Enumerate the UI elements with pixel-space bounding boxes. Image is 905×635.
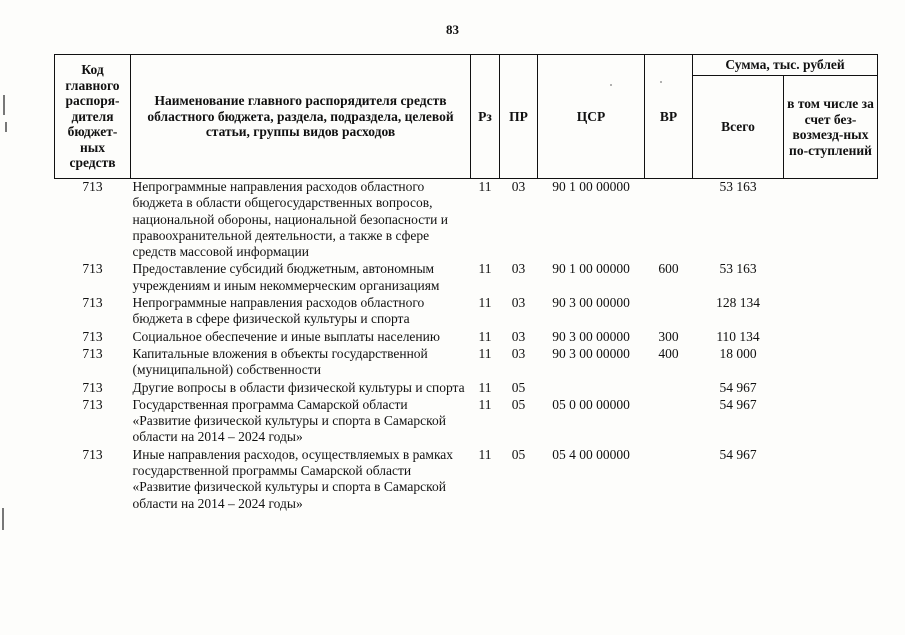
row-pr: 03 xyxy=(511,179,526,194)
page-number: 83 xyxy=(446,22,459,37)
row-pr: 05 xyxy=(511,396,526,412)
row-csr xyxy=(538,380,645,397)
row-vr xyxy=(645,179,693,262)
header-pr: ПР xyxy=(500,55,538,179)
row-name: Непрограммные направления расходов областного бюджета в области общегосударственных вопросов, национальной обороны, национальной безопасности и правоохранительной деятельности, а также в сфере средств массовой информации xyxy=(132,179,448,260)
row-vr xyxy=(645,397,693,447)
table-row xyxy=(55,397,878,447)
scan-artifact xyxy=(2,508,4,530)
row-rz: 11 xyxy=(478,379,492,395)
row-free xyxy=(784,346,878,380)
header-csr: ЦСР xyxy=(538,55,645,179)
row-code: 713 xyxy=(82,396,103,412)
row-vr xyxy=(645,447,693,513)
row-csr: 90 3 00 00000 xyxy=(552,345,630,361)
row-pr: 03 xyxy=(511,328,526,344)
row-csr: 90 1 00 00000 xyxy=(552,179,630,194)
row-free xyxy=(784,380,878,397)
row-vr xyxy=(645,295,693,329)
row-total: 18 000 xyxy=(719,345,757,361)
row-pr: 05 xyxy=(511,446,526,462)
row-vr: 300 xyxy=(658,328,679,344)
row-free xyxy=(784,261,878,295)
table-body xyxy=(55,179,878,513)
row-code: 713 xyxy=(82,446,103,462)
header-name: Наименование главного распорядителя средств областного бюджета, раздела, подраздела, целевой статьи, группы видов расходов xyxy=(131,55,471,179)
scan-artifact xyxy=(3,95,5,115)
row-rz: 11 xyxy=(478,261,492,277)
row-total: 54 967 xyxy=(719,446,757,462)
table-row xyxy=(55,447,878,513)
header-total: Всего xyxy=(693,76,784,179)
row-free xyxy=(784,397,878,447)
row-total: 128 134 xyxy=(716,295,760,311)
row-name: Государственная программа Самарской области «Развитие физической культуры и спорта в Самарской области на 2014 – 2024 годы» xyxy=(132,396,446,445)
row-csr: 90 3 00 00000 xyxy=(552,295,630,311)
row-vr: 400 xyxy=(658,345,679,361)
row-rz: 11 xyxy=(478,179,492,194)
row-total: 53 163 xyxy=(719,261,757,277)
table-row xyxy=(55,179,878,262)
row-rz: 11 xyxy=(478,396,492,412)
budget-table xyxy=(54,54,878,513)
row-total: 54 967 xyxy=(719,396,757,412)
row-free xyxy=(784,329,878,346)
row-name: Предоставление субсидий бюджетным, автономным учреждениям и иным некоммерческим организациям xyxy=(132,261,440,293)
row-vr xyxy=(645,380,693,397)
scan-artifact xyxy=(5,122,7,132)
header-code: Код главного распоря-дителя бюджет-ных средств xyxy=(55,55,131,179)
row-code: 713 xyxy=(82,345,103,361)
row-free xyxy=(784,179,878,262)
row-code: 713 xyxy=(82,328,103,344)
row-pr: 03 xyxy=(511,345,526,361)
header-free: в том числе за счет без-возмезд-ных по-ступлений xyxy=(784,76,878,179)
row-name: Социальное обеспечение и иные выплаты населению xyxy=(132,328,440,344)
row-name: Иные направления расходов, осуществляемых в рамках государственной программы Самарской области «Развитие физической культуры и спорта в Самарской области на 2014 – 2024 годы» xyxy=(132,446,454,511)
row-free xyxy=(784,447,878,513)
table-row xyxy=(55,329,878,346)
row-rz: 11 xyxy=(478,328,492,344)
table-row xyxy=(55,295,878,329)
table-row xyxy=(55,346,878,380)
row-csr: 90 1 00 00000 xyxy=(552,261,630,277)
row-rz: 11 xyxy=(478,295,492,311)
row-total: 110 134 xyxy=(716,328,760,344)
row-csr: 90 3 00 00000 xyxy=(552,328,630,344)
row-code: 713 xyxy=(82,379,103,395)
row-csr: 05 0 00 00000 xyxy=(552,396,630,412)
table-row xyxy=(55,261,878,295)
table-row xyxy=(55,380,878,397)
row-pr: 03 xyxy=(511,261,526,277)
row-pr: 05 xyxy=(511,379,526,395)
row-total: 53 163 xyxy=(719,179,757,194)
row-name: Непрограммные направления расходов областного бюджета в сфере физической культуры и спорта xyxy=(132,295,425,327)
row-code: 713 xyxy=(82,295,103,311)
row-code: 713 xyxy=(82,179,103,194)
row-csr: 05 4 00 00000 xyxy=(552,446,630,462)
header-row xyxy=(55,55,878,76)
row-rz: 11 xyxy=(478,446,492,462)
row-free xyxy=(784,295,878,329)
row-total: 54 967 xyxy=(719,379,757,395)
header-sum-group: Сумма, тыс. рублей xyxy=(693,55,878,76)
row-name: Капитальные вложения в объекты государственной (муниципальной) собственности xyxy=(132,345,428,378)
row-rz: 11 xyxy=(478,345,492,361)
row-code: 713 xyxy=(82,261,103,277)
row-name: Другие вопросы в области физической культуры и спорта xyxy=(132,379,465,395)
header-vr: ВР xyxy=(645,55,693,179)
header-rz: Рз xyxy=(471,55,500,179)
row-vr: 600 xyxy=(658,261,679,277)
row-pr: 03 xyxy=(511,295,526,311)
